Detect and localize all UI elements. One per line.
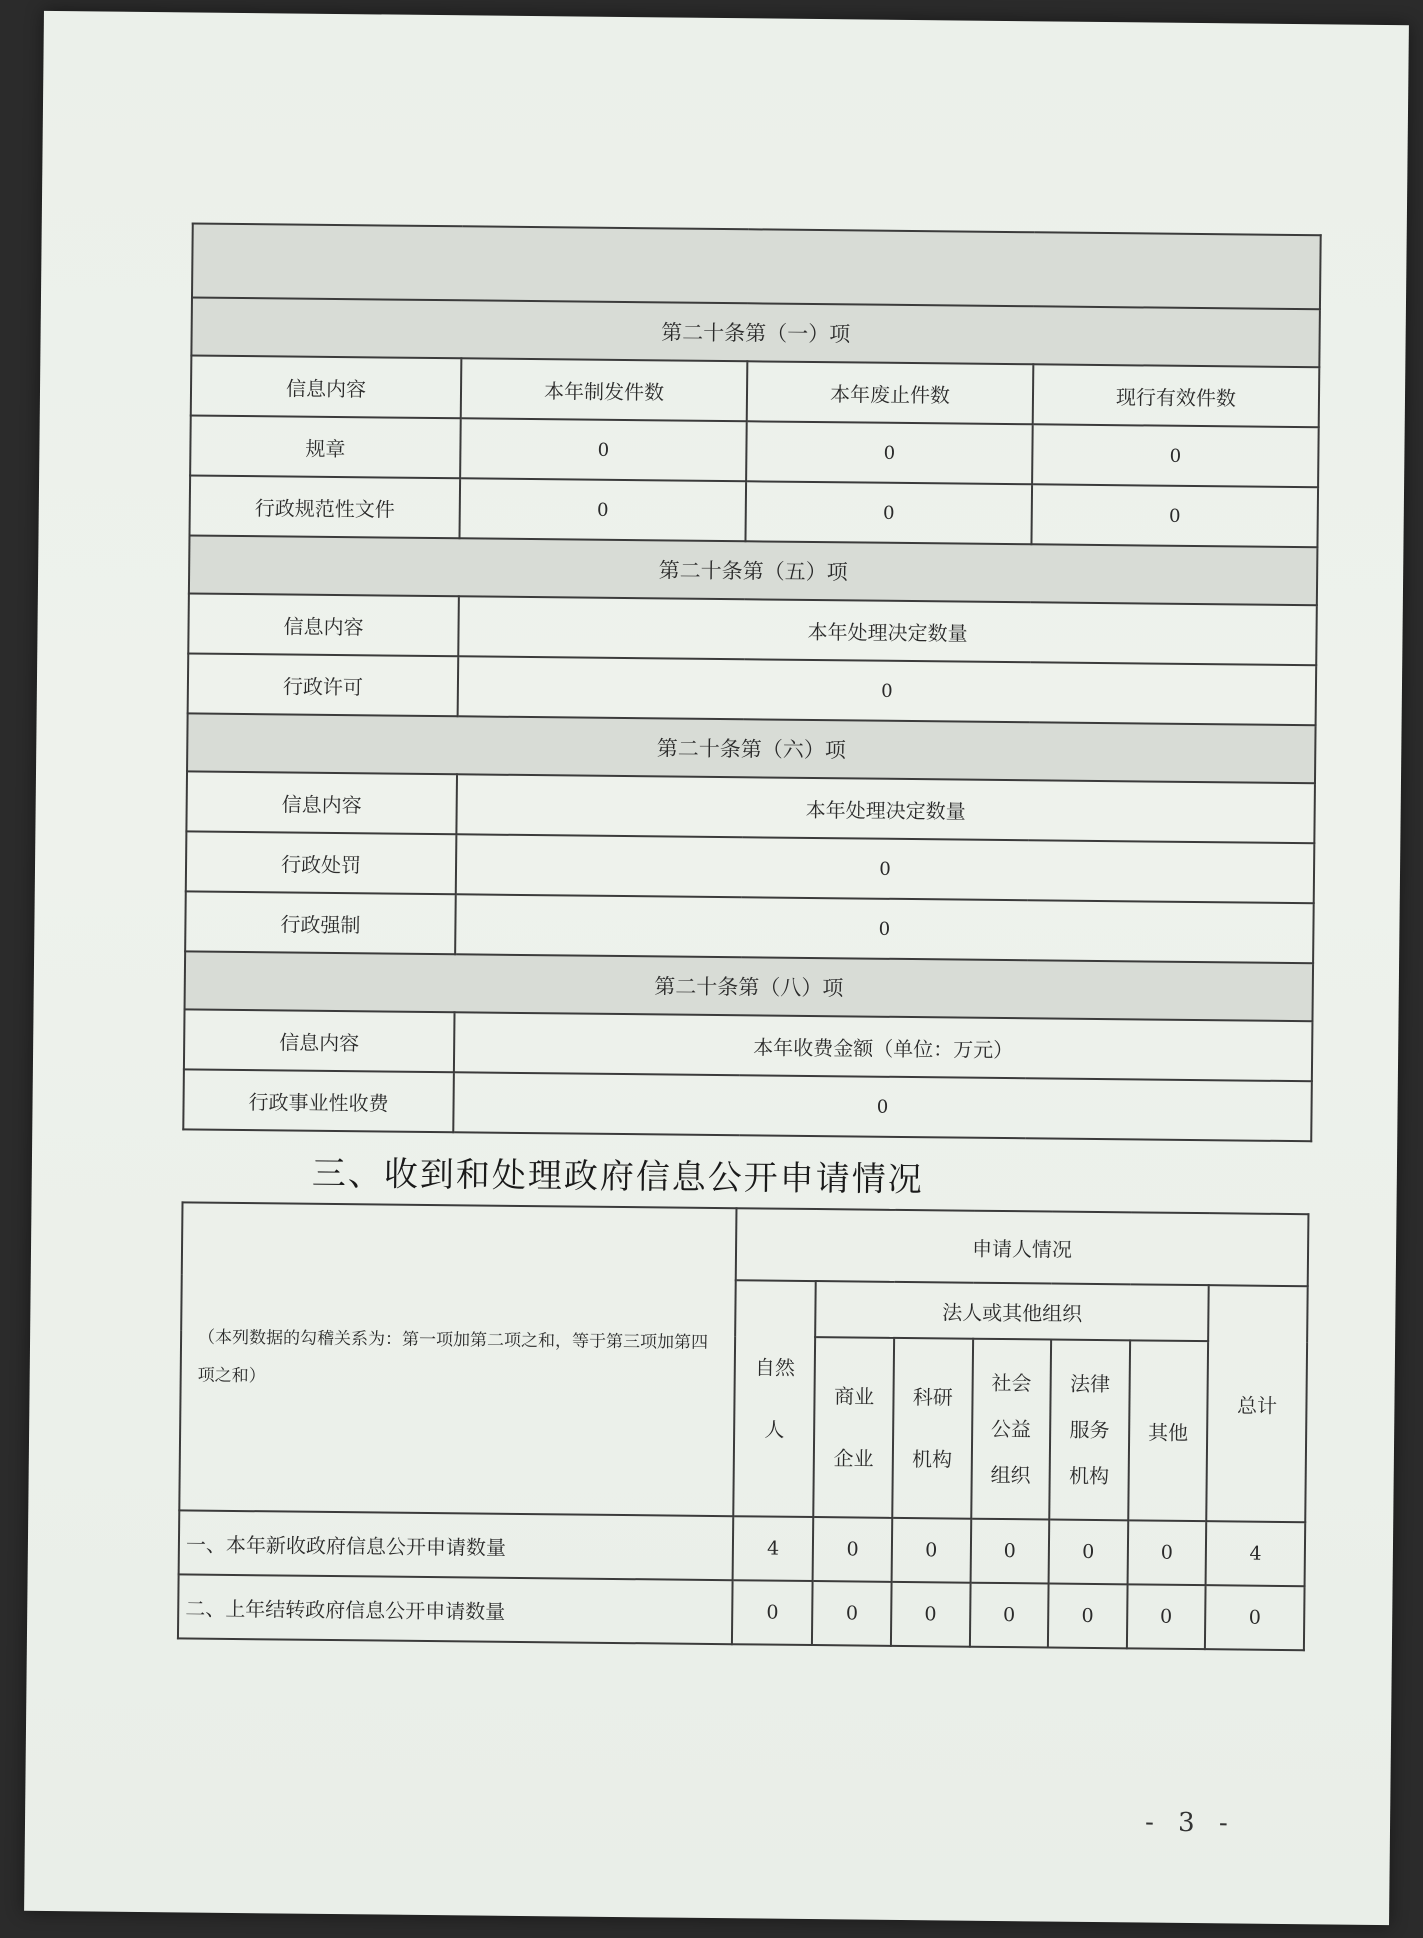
value-cell: 0 xyxy=(456,834,1315,903)
paper-sheet xyxy=(24,11,1409,1925)
applications-table xyxy=(177,1201,1310,1651)
header-line: 人 xyxy=(764,1417,785,1442)
header-line: 机构 xyxy=(1068,1463,1110,1489)
header-cell: 信息内容 xyxy=(188,593,459,656)
row-label: 行政事业性收费 xyxy=(183,1069,454,1132)
value-cell: 0 xyxy=(732,1580,813,1645)
section-heading: 三、收到和处理政府信息公开申请情况 xyxy=(311,1153,924,1201)
header-line: 社会 xyxy=(991,1370,1032,1396)
header-cell: 现行有效件数 xyxy=(1033,364,1320,427)
value-cell: 0 xyxy=(1049,1520,1128,1585)
header-line: 组织 xyxy=(990,1462,1031,1488)
value-cell: 0 xyxy=(813,1517,892,1582)
natural-person-header xyxy=(733,1280,816,1517)
header-line: 商业 xyxy=(834,1384,875,1409)
table-row xyxy=(178,1574,1305,1650)
legal-entity-header: 法人或其他组织 xyxy=(816,1281,1209,1341)
header-cell: 信息内容 xyxy=(184,1009,455,1072)
value-cell: 0 xyxy=(1032,424,1319,487)
header-line: 自然 xyxy=(754,1355,796,1380)
value-cell: 0 xyxy=(460,418,747,481)
total-header: 总计 xyxy=(1206,1285,1307,1522)
header-cell: 本年处理决定数量 xyxy=(456,774,1315,843)
value-cell: 4 xyxy=(732,1516,813,1581)
header-line: 服务 xyxy=(1069,1417,1110,1443)
public-welfare-org-header xyxy=(971,1339,1051,1520)
header-line: 公益 xyxy=(990,1416,1032,1442)
value-cell: 0 xyxy=(1031,484,1318,547)
header-line: 机构 xyxy=(912,1447,953,1472)
value-cell: 0 xyxy=(969,1583,1048,1648)
value-cell: 0 xyxy=(1205,1585,1304,1650)
table-row xyxy=(179,1510,1306,1586)
header-cell: 信息内容 xyxy=(186,771,457,834)
value-cell: 0 xyxy=(458,656,1317,725)
value-cell: 0 xyxy=(891,1582,970,1647)
document-content xyxy=(177,222,1320,1651)
value-cell: 0 xyxy=(1048,1584,1127,1649)
value-cell: 0 xyxy=(1127,1520,1206,1585)
section-title: 第二十条第（六）项 xyxy=(187,713,1316,783)
header-line: 其他 xyxy=(1147,1420,1189,1445)
value-cell: 4 xyxy=(1206,1521,1305,1586)
header-line: 法律 xyxy=(1069,1371,1111,1397)
research-institution-header xyxy=(892,1338,972,1519)
value-cell: 0 xyxy=(970,1519,1049,1584)
reconciliation-note: （本列数据的勾稽关系为：第一项加第二项之和，等于第三项加第四项之和） xyxy=(179,1202,736,1516)
applicant-header: 申请人情况 xyxy=(736,1208,1309,1286)
row-label: 二、上年结转政府信息公开申请数量 xyxy=(178,1574,733,1644)
page-number: - 3 - xyxy=(1144,1807,1236,1839)
header-cell: 本年收费金额（单位：万元） xyxy=(454,1012,1313,1081)
value-cell: 0 xyxy=(459,478,746,541)
value-cell: 0 xyxy=(892,1518,971,1583)
article-20-table xyxy=(182,222,1321,1142)
row-label: 行政处罚 xyxy=(186,831,457,894)
value-cell: 0 xyxy=(455,894,1314,963)
header-line: 企业 xyxy=(833,1446,874,1471)
header-cell: 信息内容 xyxy=(191,355,462,418)
table-top-band xyxy=(192,223,1321,309)
other-header xyxy=(1128,1340,1208,1521)
row-label: 行政规范性文件 xyxy=(190,475,461,538)
header-cell: 本年制发件数 xyxy=(461,358,748,421)
value-cell: 0 xyxy=(746,421,1033,484)
row-label: 规章 xyxy=(190,415,461,478)
header-cell: 本年废止件数 xyxy=(747,361,1034,424)
value-cell: 0 xyxy=(453,1072,1312,1141)
table-row xyxy=(183,1069,1312,1141)
section-title: 第二十条第（一）项 xyxy=(191,297,1320,367)
row-label: 一、本年新收政府信息公开申请数量 xyxy=(179,1510,734,1580)
section-title: 第二十条第（八）项 xyxy=(185,951,1314,1021)
header-cell: 本年处理决定数量 xyxy=(458,596,1317,665)
section-title: 第二十条第（五）项 xyxy=(189,535,1318,605)
row-label: 行政许可 xyxy=(188,653,459,716)
commercial-enterprise-header xyxy=(814,1337,894,1518)
legal-service-org-header xyxy=(1049,1340,1129,1521)
header-line: 科研 xyxy=(912,1385,953,1410)
value-cell: 0 xyxy=(1127,1584,1206,1649)
value-cell: 0 xyxy=(812,1581,891,1646)
row-label: 行政强制 xyxy=(185,891,456,954)
value-cell: 0 xyxy=(745,481,1032,544)
